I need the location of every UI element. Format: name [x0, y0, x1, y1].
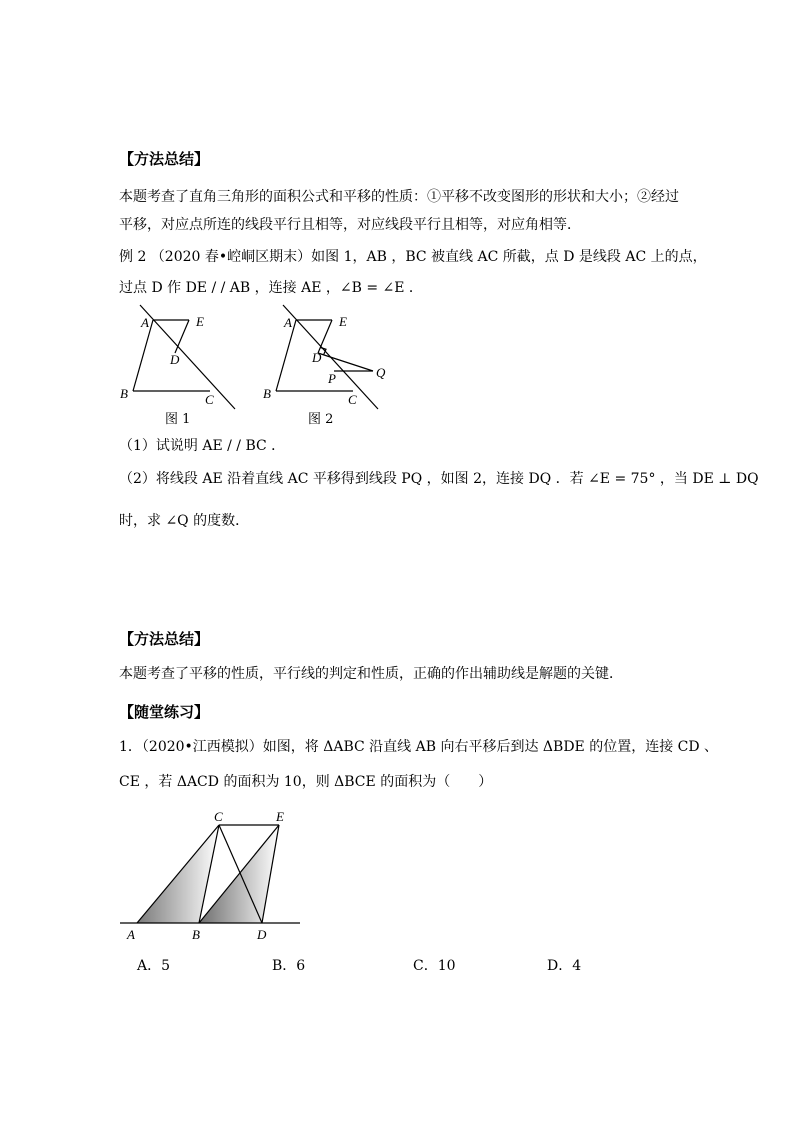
question-2-continued: 时，求 ∠Q 的度数．	[119, 513, 250, 529]
practice-label-c: C	[214, 809, 223, 824]
example-2-line-2: 过点 D 作 DE / / AB ，连接 AE ，∠B = ∠E ．	[119, 280, 423, 296]
practice-label-a: A	[127, 927, 135, 942]
fig2-label-p: P	[328, 371, 336, 386]
fig2-label-e: E	[339, 314, 347, 329]
question-2: （2）将线段 AE 沿着直线 AC 平移得到线段 PQ ，如图 2，连接 DQ ．若 ∠E = 75° ，当 DE ⊥ DQ	[119, 471, 759, 487]
practice-label-d: D	[257, 927, 267, 942]
question-1: （1）试说明 AE / / BC ．	[119, 438, 286, 454]
fig1-caption: 图 1	[165, 412, 191, 427]
fig1-label-d: D	[170, 352, 180, 367]
figure-2	[258, 303, 398, 428]
summary-line-1: 本题考查了直角三角形的面积公式和平移的性质：①平移不改变图形的形状和大小；②经过	[119, 189, 679, 205]
fig2-label-d: D	[312, 350, 322, 365]
fig2-label-c: C	[348, 392, 357, 407]
choice-d[interactable]: D．4	[547, 958, 582, 974]
choice-b[interactable]: B．6	[272, 958, 306, 974]
summary-line-2: 平移，对应点所连的线段平行且相等，对应线段平行且相等，对应角相等．	[119, 217, 581, 233]
fig1-label-e: E	[196, 314, 204, 329]
practice-1-line-1: 1．（2020•江西模拟）如图，将 ΔABC 沿直线 AB 向右平移后到达 ΔBDE 的位置，连接 CD 、	[119, 739, 719, 755]
practice-1-line-2: CE ，若 ΔACD 的面积为 10，则 ΔBCE 的面积为（ ）	[119, 774, 493, 790]
section-heading-method-summary: 【方法总结】	[119, 150, 210, 168]
fig1-label-b: B	[120, 386, 128, 401]
choice-c[interactable]: C．10	[413, 958, 456, 974]
fig2-label-q: Q	[376, 365, 386, 380]
practice-figure	[112, 805, 312, 945]
fig2-label-b: B	[263, 386, 271, 401]
summary-2-line-1: 本题考查了平移的性质，平行线的判定和性质，正确的作出辅助线是解题的关键．	[119, 666, 623, 682]
section-heading-practice: 【随堂练习】	[119, 703, 210, 721]
practice-label-b: B	[192, 927, 200, 942]
choice-a[interactable]: A．5	[137, 958, 171, 974]
fig2-caption: 图 2	[308, 412, 334, 427]
figure-1	[115, 303, 255, 428]
fig2-label-a: A	[284, 315, 292, 330]
fig1-label-c: C	[205, 392, 214, 407]
section-heading-method-summary-2: 【方法总结】	[119, 630, 210, 648]
example-2-line-1: 例 2 （2020 春•崆峒区期末）如图 1，AB ，BC 被直线 AC 所截，点 D 是线段 AC 上的点，	[119, 249, 707, 265]
answer-choices	[0, 955, 794, 977]
practice-label-e: E	[276, 809, 284, 824]
fig1-label-a: A	[141, 315, 149, 330]
